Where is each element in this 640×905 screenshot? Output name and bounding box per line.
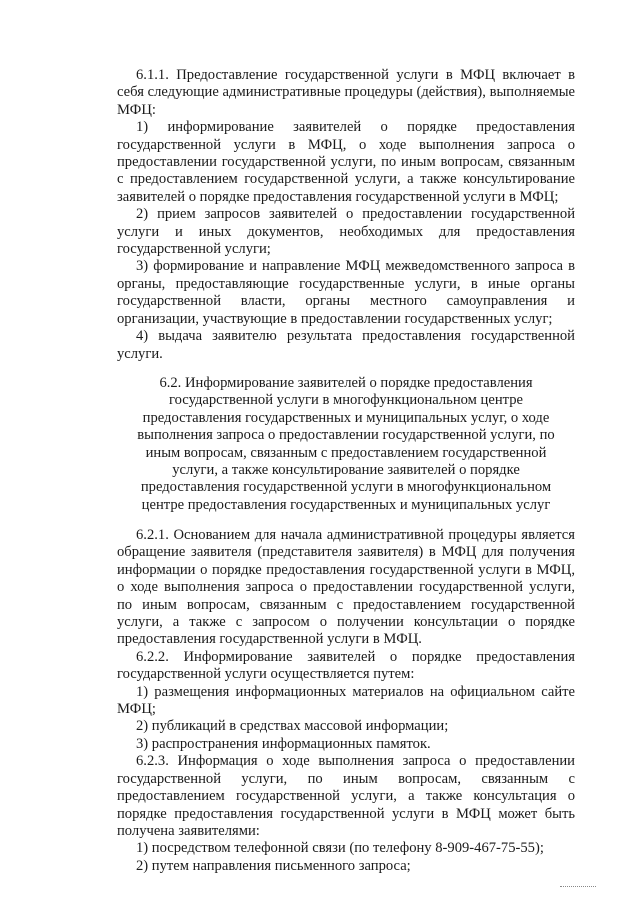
section-6-2-2-item-2: 2) публикаций в средствах массовой информации; (136, 718, 449, 735)
section-6-2-2-intro: 6.2.2. Информирование заявителей о порядке предоставления государственной услуги осуществляется путем: (117, 648, 575, 683)
section-6-2-2-item-3: 3) распространения информационных памяток. (136, 735, 431, 752)
section-6-1-1-item-4: 4) выдача заявителю результата предоставления государственной услуги. (117, 328, 575, 362)
section-6-2-body (117, 527, 575, 875)
section-6-2-heading (127, 375, 565, 514)
section-6-2-1: 6.2.1. Основанием для начала административной процедуры является обращение заявителя (представителя заявителя) в МФЦ для получения информации о порядке предоставления государственной услуги в МФЦ, о ходе выполнения запроса о предоставлении государственной услуги, по иным вопросам, связанным с предоставлением государственной услуги, а также с запросом о получении консультации о порядке предоставления государственной услуги в МФЦ. (117, 527, 575, 648)
section-6-2-title: 6.2. Информирование заявителей о порядке предоставления государственной услуги в многофункциональном центре предоставления государственных и муниципальных услуг, о ходе выполнения запроса о предоставлении государственной услуги, по иным вопросам, связанным с предоставлением государственной услуги, а также консультирование заявителей о порядке предоставления государственной услуги в многофункциональном центре предоставления государственных и муниципальных услуг (137, 375, 555, 513)
section-6-1-1-item-3: 3) формирование и направление МФЦ межведомственного запроса в органы, предоставляющие государственные услуги, в иные органы государственной власти, органы местного самоуправления и организации, участвующие в предоставлении государственных услуг; (117, 258, 575, 327)
footer-dotted-mark (560, 886, 596, 887)
section-6-2-3-item-2: 2) путем направления письменного запроса; (136, 857, 411, 874)
section-6-1-1-item-2: 2) прием запросов заявителей о предоставлении государственной услуги и иных документов, необходимых для предоставления государственной услуги; (117, 206, 575, 258)
section-6-2-2-item-1: 1) размещения информационных материалов на официальном сайте МФЦ; (117, 683, 575, 718)
section-6-1-1-item-1: 1) информирование заявителей о порядке предоставления государственной услуги в МФЦ, о ходе выполнения запроса о предоставлении государственной услуги, по иным вопросам, связанным с предоставлением государственной услуги, а также консультирование заявителей о порядке предоставления государственной услуги в МФЦ; (117, 119, 575, 205)
section-6-2-3-intro: 6.2.3. Информация о ходе выполнения запроса о предоставлении государственной услуги, по иным вопросам, связанным с предоставлением государственной услуги, а также консультация о порядке предоставления государственной услуги в МФЦ может быть получена заявителями: (117, 753, 575, 839)
section-6-1-1-intro: 6.1.1. Предоставление государственной услуги в МФЦ включает в себя следующие административные процедуры (действия), выполняемые МФЦ: (117, 67, 575, 118)
section-6-1-1 (117, 67, 575, 363)
section-6-2-3-item-1: 1) посредством телефонной связи (по телефону 8-909-467-75-55); (136, 840, 544, 857)
